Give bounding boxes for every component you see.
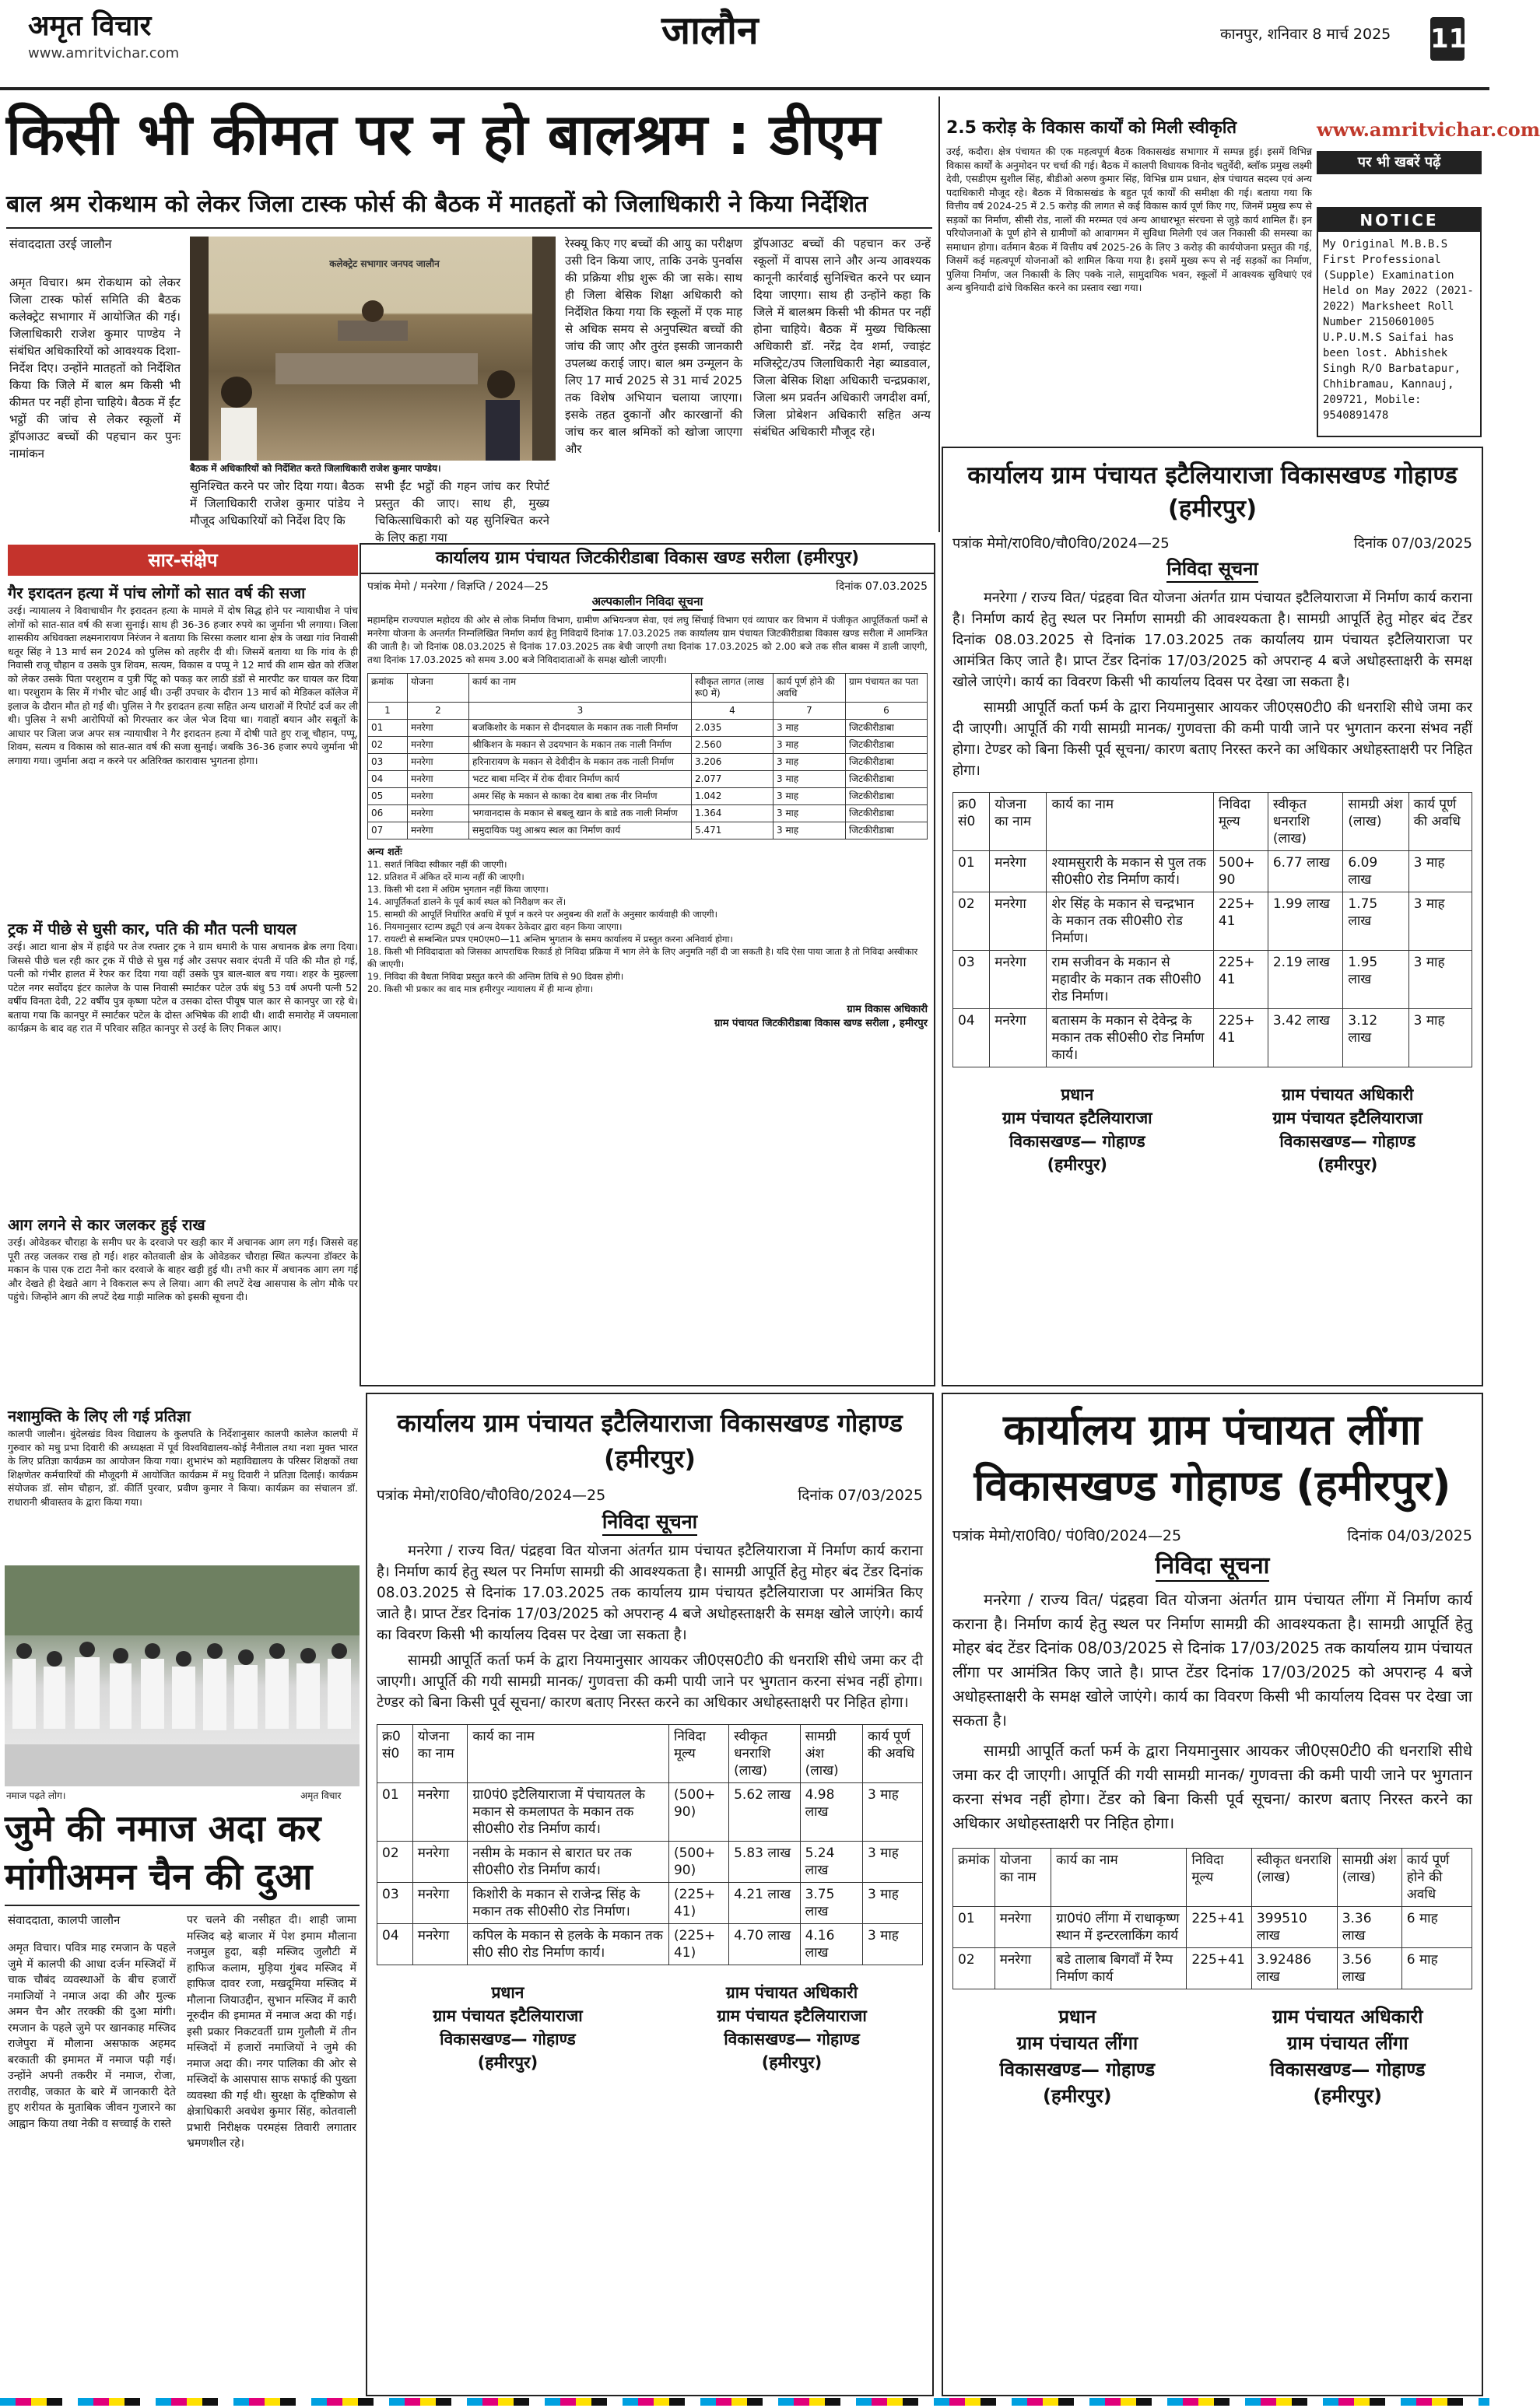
table-cell: अमर सिंह के मकान से काका देव बाबा तक नीर निर्माण	[469, 788, 692, 805]
sign-line: विकासखण्ड— गोहाण्ड	[1009, 1132, 1145, 1151]
col-index: 2	[408, 703, 469, 720]
table-row	[953, 1948, 1472, 1989]
table-cell: समुदायिक पशु आश्रय स्थल का निर्माण कार्य	[469, 822, 692, 839]
lead-sub-rule	[6, 227, 932, 229]
col-index: 6	[846, 703, 928, 720]
tender-title: कार्यालय ग्राम पंचायत जिटकीरीडाबा विकास खण्ड सरीला (हमीरपुर)	[361, 545, 934, 574]
table-cell: 4.70 लाख	[729, 1924, 800, 1965]
table-cell: ग्रा0पं0 इटैलियाराजा में पंचायतल के मकान से कमलापत के मकान तक सी0सी0 रोड निर्माण कार्य।	[468, 1783, 669, 1842]
col-header: कार्य पूर्ण होने की अवधि	[1401, 1849, 1472, 1907]
tender-title: कार्यालय ग्राम पंचायत इटैलियाराजा विकासखण्ड गोहाण्ड (हमीरपुर)	[397, 1408, 903, 1474]
dateline: कानपुर, शनिवार 8 मार्च 2025	[1220, 26, 1391, 43]
table-cell: 04	[368, 771, 408, 788]
table-cell: 3 माह	[774, 822, 846, 839]
tender-subtitle: निविदा सूचना	[602, 1508, 697, 1536]
lead-col4: ड्रॉपआउट बच्चों की पहचान कर उन्हें स्कूलों में वापस लाने और अन्य आवश्यक कानूनी कार्रवाई सुनिश्चित करने पर ध्यान दिया जाएगा। साथ ही उन्होंने कहा कि जिले में बालश्रम किसी भी कीमत पर नहीं होना चाहिये। बैठक में मुख्य चिकित्सा अधिकारी डॉ. नरेंद्र देव शर्मा, ज्वाइंट मजिस्ट्रेट/उप जिलाधिकारी नेहा ब्याडवाल, जिला बेसिक शिक्षा अधिकारी चन्द्रप्रकाश, जिला श्रम प्रवर्तन अधिकारी जगदीश वर्मा, जिला प्रोबेशन अधिकारी सहित अन्य संबंधित अधिकारी मौजूद रहे।	[753, 237, 931, 439]
col-index: 4	[692, 703, 774, 720]
sign-line: (हमीरपुर)	[1043, 2085, 1112, 2107]
table-cell: जिटकीरीडाबा	[846, 771, 928, 788]
table-cell: मनरेगा	[990, 1009, 1047, 1067]
col-header: सामग्री अंश (लाख)	[1337, 1849, 1401, 1907]
table-cell: 04	[953, 1009, 990, 1067]
lead-byline: संवाददाता उरई जालौन	[9, 237, 112, 251]
tender-subtitle: निविदा सूचना	[1156, 1548, 1270, 1582]
col-header: सामग्री अंश (लाख)	[800, 1725, 862, 1783]
table-cell: राम सजीवन के मकान से महावीर के मकान तक सी0सी0 रोड निर्माण।	[1047, 951, 1213, 1009]
vikas-body: उरई, कदौरा। क्षेत्र पंचायत की एक महत्वपूर्ण बैठक विकासखंड सभागार में सम्पन्न हुई। इसमें विभिन्न विकास कार्यों के अनुमोदन पर चर्चा की गई। बैठक में कालपी विधायक विनोद चतुर्वेदी, ब्लॉक प्रमुख लक्ष्मी देवी, एसडीएम सुशील सिंह, बीडीओ अरुण कुमार सिंह, विभिन्न ग्राम प्रधान, क्षेत्र पंचायत सदस्य एवं अन्य पदाधिकारी मौजूद रहे। बैठक में विकासखंड के बहुत पूर्व कार्यों की समीक्षा की गई। बताया गया कि वित्तीय वर्ष 2024-25 में 2.5 करोड़ की लागत से कई विकास कार्य पूर्ण किए गए, जिनमें प्रमुख रूप से सड़कों का निर्माण, सीसी रोड, नालों की मरम्मत एवं अन्य आधारभूत संरचना से जुड़े कार्य शामिल हैं। इन परियोजनाओं के पूर्ण होने से ग्रामीणों को आवागमन में सुविधा मिलेगी एवं जल निकासी की समस्या का समाधान होगा। वर्तमान बैठक में वित्तीय वर्ष 2025-26 के लिए 3 करोड़ की कार्ययोजना प्रस्तुत की गई, जिसमें कई महत्वपूर्ण योजनाओं को शामिल किया गया है। इसमें मुख्य रूप से नई सड़कों का निर्माण, पुलिया निर्माण, जल निकासी के लिए पक्के नाले, सामुदायिक भवन, स्कूलों में आवश्यक सुविधाएं एवं अन्य बुनियादी ढांचे विकसित करने का प्रस्ताव रखा गया।	[946, 145, 1312, 293]
sign-line: ग्राम पंचायत लींगा	[1016, 2032, 1138, 2054]
lead-col3: रेस्क्यू किए गए बच्चों की आयु का परीक्षण उसी दिन किया जाए, ताकि उनके पुनर्वास की प्रक्रिया शीघ्र शुरू की जा सके। साथ ही जिला बेसिक शिक्षा अधिकारी को निर्देशित किया गया कि स्कूलों में एक माह से अधिक समय से अनुपस्थित बच्चों की जांच की जाए और तुरंत इसकी जानकारी उपलब्ध कराई जाए। बाल श्रम उन्मूलन के लिए 17 मार्च 2025 से 31 मार्च 2025 तक विशेष अभियान चलाया जाएगा। इसके तहत दुकानों और कारखानों की जांच कर बाल श्रमिकों को खोजा जाएगा और	[565, 237, 742, 456]
col-header: कार्य का नाम	[1047, 793, 1213, 851]
table-cell: 03	[377, 1883, 413, 1924]
table-cell: 3.42 लाख	[1268, 1009, 1343, 1067]
tender-body: महामहिम राज्यपाल महोदय की ओर से लोक निर्माण विभाग, ग्रामीण अभियन्त्रण सेवा, एवं लघु सिंचाई विभाग एवं व्यापार कर विभाग में पंजीकृत आपूर्तिकर्ता फर्मों से मनरेगा योजना के अन्तर्गत निम्नलिखित निर्माण कार्य हेतु निविदायें दिनांक 17.03.2025 तक कार्यालय ग्राम पंचायत जिटकीरीडाबा विकास खण्ड सरीला में आमन्त्रित की जाती है। जो दिनांक 08.03.2025 से दिनांक 17.03.2025 तक बेची जाएगी तथा दिनांक 17.03.2025 को 2.00 बजे तक सील बाक्स में डाली जाएगी, तथा दिनांक 17.03.2025 को समय 3.00 बजे निविदादाताओं के समक्ष खोली जाएगी।	[367, 615, 928, 665]
tender-sign-2: ग्राम पंचायत जिटकीरीडाबा विकास खण्ड सरीला , हमीरपुर	[714, 1018, 928, 1029]
condition-item: 16. नियमानुसार स्टाम्प ड्यूटी एवं अन्य देयकर ठेकेदार द्वारा वहन किया जाएगा।	[367, 921, 623, 932]
sign-line: प्रधान	[1058, 2006, 1096, 2028]
table-cell: मनरेगा	[995, 1907, 1051, 1948]
table-cell: 3 माह	[862, 1783, 922, 1842]
table-cell: (225+ 41)	[668, 1883, 728, 1924]
namaz-photo-credit: अमृत विचार	[300, 1790, 342, 1801]
table-cell: 3 माह	[862, 1924, 922, 1965]
sign-line: प्रधान	[1061, 1085, 1094, 1104]
masthead-rule	[0, 87, 1489, 90]
table-row	[368, 754, 928, 771]
photo-banner: कलेक्ट्रेट सभागार जनपद जालौन	[329, 258, 440, 269]
table-cell: बडे तालाब बिगवाँ में रैम्प निर्माण कार्य	[1051, 1948, 1187, 1989]
condition-item: 13. किसी भी दशा में अग्रिम भुगतान नहीं किया जाएगा।	[367, 884, 549, 895]
table-cell: कपिल के मकान से हलके के मकान तक सी0 सी0 रोड निर्माण कार्य।	[468, 1924, 669, 1965]
tender-title-1: कार्यालय ग्राम पंचायत लींगा	[1003, 1405, 1422, 1454]
table-cell: 5.62 लाख	[729, 1783, 800, 1842]
table-cell: मनरेगा	[990, 851, 1047, 892]
table-cell: 3 माह	[774, 771, 846, 788]
sign-line: विकासखण्ड— गोहाण्ड	[440, 2030, 576, 2049]
table-cell: 399510 लाख	[1251, 1907, 1337, 1948]
col-index: 3	[469, 703, 692, 720]
sar-item-head: ट्रक में पीछे से घुसी कार, पति की मौत पत्नी घायल	[8, 920, 296, 938]
table-cell: 3 माह	[774, 788, 846, 805]
tender-title-2: विकासखण्ड गोहाण्ड (हमीरपुर)	[973, 1461, 1451, 1510]
table-cell: मनरेगा	[408, 737, 469, 754]
sar-item-head: आग लगने से कार जलकर हुई राख	[8, 1215, 205, 1234]
sign-left	[952, 2003, 1202, 2109]
col-header: क्र0 सं0	[377, 1725, 413, 1783]
sign-line: ग्राम पंचायत इटैलियाराजा	[433, 2007, 583, 2025]
col-header: कार्य का नाम	[468, 1725, 669, 1783]
col-header: निविदा मूल्य	[1213, 793, 1268, 851]
table-row	[368, 737, 928, 754]
sar-item-body: उरई। आटा थाना क्षेत्र में हाईवे पर तेज रफ्तार ट्रक ने ग्राम धमारी के पास अचानक ब्रेक लगा दिया। जिससे पीछे चल रही कार ट्रक में पीछे से घुस गई और उसपर सवार दंपती में पति की मौत हो गई, पत्नी को गंभीर हालत में रेफर कर दिया गया वहीं उसके पुत्र बाल-बाल बच गया। शहर के मुहल्ला पटेल नगर सर्वोदय इंटर कालेज के पास निवासी स्मार्टकर पटेल उर्फ बंधु 53 वर्ष अपनी पत्नी 52 वर्षीय विनता देवी, 22 वर्षीय पुत्र कृष्णा पटेल व उसका दोस्त पीयूष पाल कार से कानपुर जा रहे थे। बताया गया कि कानपुर में स्मार्टकर पटेल के दोस्त अभिषेक की शादी थी। शादी समारोह में जयमाला कार्यक्रम के बाद वह रात में परिवार सहित कानपुर से उरई के लिए निकल आए।	[8, 941, 358, 1034]
table-row	[368, 805, 928, 822]
tender-date: दिनांक 07/03/2025	[1353, 535, 1472, 552]
sign-line: (हमीरपुर)	[1313, 2085, 1382, 2107]
col-header: निविदा मूल्य	[668, 1725, 728, 1783]
table-cell: शेर सिंह के मकान से चन्द्रभान के मकान तक सी0सी0 रोड निर्माण।	[1047, 892, 1213, 951]
table-cell: श्रीकिशन के मकान से उदयभान के मकान तक नाली निर्माण	[469, 737, 692, 754]
table-row	[953, 1009, 1472, 1067]
tender-body-1: मनरेगा / राज्य वित/ पंद्रहवा वित योजना अंतर्गत ग्राम पंचायत इटैलियाराजा में निर्माण कार्य कराना है। निर्माण कार्य हेतु स्थल पर निर्माण सामग्री की आवश्यकता है। सामग्री आपूर्ति हेतु मोहर बंद टेंडर दिनांक 08.03.2025 से दिनांक 17.03.2025 तक कार्यालय ग्राम पंचायत इटैलियाराजा पर आमंत्रित किए जाते है। प्राप्त टेंडर दिनांक 17/03/2025 को अपरान्ह 4 बजे अधोहस्ताक्षरी के समक्ष खोले जाएंगे। कार्य का विवरण किसी भी कार्यालय दिवस पर देखा जा सकता है।	[952, 590, 1472, 690]
table-cell: 02	[953, 892, 990, 951]
sar-item-body: कालपी जालौन। बुंदेलखंड विश्व विद्यालय के कुलपति के निर्देशानुसार कालपी कालेज कालपी में गुरुवार को मधु प्रभा दिवारी की अध्यक्षता में पूर्व विश्वविद्यालय-कोई नैनीताल तथा नशा मुक्त भारत के लिए प्रतिज्ञा कार्यक्रम का आयोजन किया गया। शुभारंभ को महाविद्यालय के परिसर शिक्षकों तथा शिक्षणेतर कर्मचारियों की मौजूदगी में आयोजित कार्यक्रम में मधु दिवारी ने प्रतिज्ञा दिलाई। कार्यक्रम संयोजक डॉ. सोम चौहान, डॉ. कीर्ति पुरवार, प्रवीण कुमार ने किया। कार्यक्रम का संचालन डॉ. राधारानी श्रीवास्तव के द्वारा किया गया।	[8, 1428, 358, 1508]
sar-item-head: नशामुक्ति के लिए ली गई प्रतिज्ञा	[8, 1407, 191, 1425]
table-cell: 500+ 90	[1213, 851, 1268, 892]
table-cell: मनरेगा	[412, 1783, 468, 1842]
sign-line: ग्राम पंचायत अधिकारी	[1272, 2006, 1423, 2028]
condition-item: 14. आपूर्तिकर्ता डालने के पूर्व कार्य स्थल को निरीक्षण कर लें।	[367, 896, 567, 907]
table-cell: 225+ 41	[1213, 1009, 1268, 1067]
table-cell: जिटकीरीडाबा	[846, 737, 928, 754]
table-cell: मनरेगा	[990, 892, 1047, 951]
table-cell: 6.77 लाख	[1268, 851, 1343, 892]
sign-line: ग्राम पंचायत इटैलियाराजा	[717, 2007, 867, 2025]
tender-linga	[942, 1393, 1483, 2396]
table-cell: 3.12 लाख	[1343, 1009, 1408, 1067]
col-header: स्वीकृत धनराशि (लाख)	[1251, 1849, 1337, 1907]
namaz-crowd	[5, 1565, 360, 1786]
tender-body-1: मनरेगा / राज्य वित/ पंद्रहवा वित योजना अंतर्गत ग्राम पंचायत इटैलियाराजा में निर्माण कार्य कराना है। निर्माण कार्य हेतु स्थल पर निर्माण सामग्री की आवश्यकता है। सामग्री आपूर्ति हेतु मोहर बंद टेंडर दिनांक 08.03.2025 से दिनांक 17.03.2025 तक कार्यालय ग्राम पंचायत इटैलियाराजा पर आमंत्रित किए जाते है। प्राप्त टेंडर दिनांक 17/03/2025 को अपरान्ह 4 बजे अधोहस्ताक्षरी के समक्ष खोले जाएंगे। कार्य का विवरण किसी भी कार्यालय दिवस पर देखा जा सकता है।	[377, 1543, 923, 1643]
table-cell: 3 माह	[862, 1842, 922, 1883]
col-header: कार्य पूर्ण की अवधि	[1408, 793, 1472, 851]
sign-line: ग्राम पंचायत अधिकारी	[1282, 1085, 1414, 1104]
table-cell: 02	[953, 1948, 995, 1989]
sar-item-4	[8, 1405, 358, 1509]
table-cell: मनरेगा	[408, 754, 469, 771]
vikas-headline: 2.5 करोड़ के विकास कार्यों को मिली स्वीकृति	[946, 118, 1237, 138]
column-divider-right	[938, 96, 940, 532]
table-cell: भटट बाबा मन्दिर में रोक दीवार निर्माण कार्य	[469, 771, 692, 788]
table-cell: हरिनारायण के मकान से देवीदीन के मकान तक नाली निर्माण	[469, 754, 692, 771]
namaz-col1: अमृत विचार। पवित्र माह रमजान के पहले जुमे में कालपी की आधा दर्जन मस्जिदों में चाक चौबंद व्यवस्थाओं के बीच हजारों नमाजियों ने नमाज अदा की और मुल्क अमन चैन और तरक्की की दुआ मांगी। रमजान के पहले जुमे पर खानकाह मस्जिद राजेपुरा में मौलाना असफाक अहमद बरकाती की इमामत में नमाज पढ़ी गई। उन्होंने अपनी तकरीर में नमाज, रोजा, तरावीह, जकात के बारे में जानकारी देते हुए शरीयत के मुताबिक जीवन गुजारने का आह्वान किया तथा नेकी व सच्चाई के रास्ते	[8, 1942, 176, 2130]
table-cell: मनरेगा	[408, 788, 469, 805]
tender-date: दिनांक 07/03/2025	[798, 1487, 923, 1504]
sign-left	[377, 1981, 639, 2074]
masthead	[0, 0, 1489, 92]
col-header: कार्य पूर्ण होने की अवधि	[774, 674, 846, 703]
table-cell: 2.560	[692, 737, 774, 754]
table-cell: 5.471	[692, 822, 774, 839]
notice-box	[1317, 207, 1482, 437]
table-cell: मनरेगा	[990, 951, 1047, 1009]
table-row	[377, 1883, 923, 1924]
condition-item: 11. सशर्त निविदा स्वीकार नहीं की जाएगी।	[367, 859, 507, 870]
col-header: योजना का नाम	[412, 1725, 468, 1783]
table-cell: ग्रा0पं0 लींगा में राधाकृष्ण स्थान में इन्टरलाकिंग कार्य	[1051, 1907, 1187, 1948]
tender-jitkiridaba	[360, 543, 935, 1386]
notice-body: My Original M.B.B.S First Professional (Supple) Examination Held on May 2022 (2021-2022) Marksheet Roll Number 2150601005 U.P.U.M.S Saifai has been lost. Abhishek Singh R/O Barbatapur, Chhibramau, Kannauj, 209721, Mobile: 9540891478	[1323, 238, 1474, 422]
table-cell: (500+ 90)	[668, 1783, 728, 1842]
table-cell: 5.83 लाख	[729, 1842, 800, 1883]
namaz-rule	[5, 1905, 360, 1906]
table-cell: 2.077	[692, 771, 774, 788]
table-cell: 3 माह	[1408, 892, 1472, 951]
tender-itailiya-top	[942, 447, 1483, 1386]
namaz-photo-caption: नमाज पढ़ते लोग।	[6, 1790, 66, 1801]
table-row	[953, 1907, 1472, 1948]
table-cell: 01	[368, 720, 408, 737]
table-row	[953, 951, 1472, 1009]
table-row	[368, 788, 928, 805]
sign-line: (हमीरपुर)	[761, 2053, 823, 2072]
page-number: 11	[1430, 17, 1465, 61]
table-cell: 3 माह	[774, 754, 846, 771]
table-cell: 02	[377, 1842, 413, 1883]
condition-item: 15. सामग्री की आपूर्ति निर्धारित अवधि में पूर्ण न करने पर अनुबन्ध की शर्तों के अनुसार कार्यवाही की जाएगी।	[367, 909, 717, 920]
table-cell: मनरेगा	[408, 822, 469, 839]
notice-title: NOTICE	[1318, 209, 1480, 232]
table-cell: 05	[368, 788, 408, 805]
lead-subheadline: बाल श्रम रोकथाम को लेकर जिला टास्क फोर्स की बैठक में मातहतों को जिलाधिकारी ने किया निर्देशित	[6, 191, 868, 218]
col-index: 7	[774, 703, 846, 720]
sar-item-body: उरई। न्यायालय ने विवाचाधीन गैर इरादतन हत्या के मामले में दोष सिद्ध होने पर न्यायाधीश ने पांच लोगों को सात-सात वर्ष की सजा सुनाई। साथ ही 36-36 हजार रुपये का जुर्माना भी लगाया। जिला शासकीय अधिवक्ता लक्ष्मनारायण निरंजन ने बताया कि सिरसा कलार थाना क्षेत्र के जखा गांव निवासी धतूर सिंह ने 13 मार्च सन 2024 को पुलिस को तहरीर दी थी। जिसमें बताया था कि गांव के ही निवासी राजू चौहान व उसके पुत्र शिवम, सत्यम, विकास व पप्पू ने 12 मार्च की शाम खेत को रंजिश को लेकर उसके पिता परशुराम व पुत्री पिंटू को पकड़ कर लाठी डंडों से मारपीट कर घायल कर दिया था। परशुराम के सिर में गंभीर चोट आई थी। उन्हीं उपचार के दौरान 13 मार्च को मेडिकल कॉलेज में इलाज के दौरान मौत हो गई थी। पुलिस ने गैर इरादतन हत्या सहित अन्य धाराओं में रिपोर्ट दर्ज कर ली थी। पुलिस ने सभी आरोपियों को गिरफ्तार कर जेल भेज दिया था। गवाहों बयान और सबूतों के आधार पर जिला जज अपर सत्र न्यायाधीश ने गैर इरादतन हत्या में दोषी पाते हुए राजू चौहान, पप्पू, शिवम, सत्यम व विकास को सात-सात वर्ष की सजा सुनाई। जबकि 36-36 हजार रुपये जुर्माना भी लगाया गया। जुर्माना अदा न करने पर अतिरिक्त कारावास भुगतना होगा।	[8, 605, 358, 766]
table-cell: श्यामसुरारी के मकान से पुल तक सी0सी0 रोड निर्माण कार्य।	[1047, 851, 1213, 892]
sar-item-head: गैर इरादतन हत्या में पांच लोगों को सात वर्ष की सजा	[8, 584, 306, 602]
table-row	[377, 1783, 923, 1842]
table-cell: 3 माह	[774, 720, 846, 737]
sign-right	[1223, 1083, 1472, 1176]
table-cell: 3 माह	[774, 737, 846, 754]
section-title: जालौन	[661, 8, 759, 53]
tender-subtitle: निविदा सूचना	[1166, 556, 1258, 583]
lead-photo-caption: बैठक में अधिकारियों को निर्देशित करते जिलाधिकारी राजेश कुमार पाण्डेय।	[190, 463, 441, 474]
table-cell: 6.09 लाख	[1343, 851, 1408, 892]
sign-line: प्रधान	[491, 1983, 524, 2002]
sign-line: ग्राम पंचायत इटैलियाराजा	[1272, 1109, 1422, 1127]
table-cell: मनरेगा	[408, 720, 469, 737]
sign-line: विकासखण्ड— गोहाण्ड	[1269, 2059, 1426, 2080]
table-row	[368, 822, 928, 839]
table-row	[368, 720, 928, 737]
table-cell: बजकिशोर के मकान से दीनदयाल के मकान तक नाली निर्माण	[469, 720, 692, 737]
conditions-list	[367, 858, 928, 995]
tender-body-2: सामग्री आपूर्ति कर्ता फर्म के द्वारा नियमानुसार आयकर जी0एस0टी0 की धनराशि सीधे जमा कर दी जाएगी। आपूर्ति की गयी सामग्री मानक/ गुणवत्ता की कमी पायी जाने पर भुगतान करना संभव नहीं होगा। टेंडर को बिना किसी पूर्व सूचना/ कारण बताए निरस्त करने का अधिकार अधोहस्ताक्षरी पर निहित होगा।	[952, 1741, 1472, 1832]
table-row	[953, 851, 1472, 892]
table-cell: 2.035	[692, 720, 774, 737]
tender-table	[367, 673, 928, 839]
table-cell: 1.75 लाख	[1343, 892, 1408, 951]
col-header: योजना	[408, 674, 469, 703]
table-cell: 4.98 लाख	[800, 1783, 862, 1842]
table-cell: बतासम के मकान से देवेन्द्र के मकान तक सी0सी0 रोड निर्माण कार्य।	[1047, 1009, 1213, 1067]
table-cell: जिटकीरीडाबा	[846, 805, 928, 822]
table-cell: मनरेगा	[408, 771, 469, 788]
tender-table	[952, 1848, 1472, 1989]
table-cell: 5.24 लाख	[800, 1842, 862, 1883]
col-index: 1	[368, 703, 408, 720]
table-cell: 225+ 41	[1213, 892, 1268, 951]
col-header: क्र0 सं0	[953, 793, 990, 851]
sign-line: ग्राम पंचायत इटैलियाराजा	[1002, 1109, 1152, 1127]
col-header: स्वीकृत धनराशि (लाख)	[1268, 793, 1343, 851]
table-cell: 6 माह	[1401, 1907, 1472, 1948]
table-cell: 1.364	[692, 805, 774, 822]
table-cell: 07	[368, 822, 408, 839]
table-cell: जिटकीरीडाबा	[846, 788, 928, 805]
tender-date: दिनांक 04/03/2025	[1347, 1527, 1472, 1544]
table-cell: 03	[368, 754, 408, 771]
tender-date: दिनांक 07.03.2025	[836, 580, 928, 593]
table-row	[368, 771, 928, 788]
table-cell: 01	[377, 1783, 413, 1842]
sign-line: (हमीरपुर)	[1047, 1155, 1108, 1174]
sign-line: विकासखण्ड— गोहाण्ड	[724, 2030, 860, 2049]
table-cell: 01	[953, 1907, 995, 1948]
table-cell: 3.206	[692, 754, 774, 771]
table-cell: 225+ 41	[1213, 951, 1268, 1009]
conditions-title: अन्य शर्तेः	[367, 846, 402, 858]
tender-subtitle: अल्पकालीन निविदा सूचना	[592, 594, 703, 611]
tender-itailiya-bottom	[366, 1393, 934, 2396]
sign-line: विकासखण्ड— गोहाण्ड	[1279, 1132, 1415, 1151]
sign-line: (हमीरपुर)	[477, 2053, 538, 2072]
sign-line: ग्राम पंचायत अधिकारी	[725, 1983, 858, 2002]
condition-item: 18. किसी भी निविदादाता को जिसका आपराधिक रिकार्ड हो निविदा प्रक्रिया में भाग लेने के लिए अनुमति नहीं दी जा सकती है। यदि ऐसा पाया जाता है तो निविदा अस्वीकार की जाएगी।	[367, 946, 918, 969]
tender-table	[377, 1724, 923, 1965]
namaz-byline: संवाददाता, कालपी जालौन	[8, 1913, 121, 1927]
lead-photo	[190, 237, 556, 461]
table-cell: किशोरी के मकान से राजेन्द्र सिंह के मकान तक सी0सी0 रोड निर्माण।	[468, 1883, 669, 1924]
tender-table	[952, 792, 1472, 1067]
table-cell: 3 माह	[774, 805, 846, 822]
condition-item: 12. प्रतिशत में अंकित दरें मान्य नहीं की जाएगी।	[367, 871, 524, 882]
table-cell: 3.56 लाख	[1337, 1948, 1401, 1989]
col-header: कार्य पूर्ण की अवधि	[862, 1725, 922, 1783]
table-row	[377, 1924, 923, 1965]
table-cell: 6 माह	[1401, 1948, 1472, 1989]
sar-item-2	[8, 918, 358, 1036]
table-cell: 3 माह	[1408, 1009, 1472, 1067]
table-cell: 4.16 लाख	[800, 1924, 862, 1965]
col-header: कार्य का नाम	[1051, 1849, 1187, 1907]
table-cell: 01	[953, 851, 990, 892]
table-cell: (225+ 41)	[668, 1924, 728, 1965]
table-row	[377, 1842, 923, 1883]
col-header: सामग्री अंश (लाख)	[1343, 793, 1408, 851]
table-cell: 3.36 लाख	[1337, 1907, 1401, 1948]
table-cell: मनरेगा	[995, 1948, 1051, 1989]
col-header: योजना का नाम	[995, 1849, 1051, 1907]
tender-ref: पत्रांक मेमो/रा0वि0/चौ0वि0/2024—25	[952, 535, 1170, 552]
ad-tagline: पर भी खबरें पढ़ें	[1317, 151, 1482, 174]
table-cell: 1.95 लाख	[1343, 951, 1408, 1009]
ad-site[interactable]: www.amritvichar.com	[1317, 118, 1540, 141]
col-header: कार्य का नाम	[469, 674, 692, 703]
table-cell: 4.21 लाख	[729, 1883, 800, 1924]
condition-item: 20. किसी भी प्रकार का वाद मात्र हमीरपुर न्यायालय में ही मान्य होगा।	[367, 983, 594, 994]
table-cell: 225+41	[1187, 1907, 1251, 1948]
table-cell: जिटकीरीडाबा	[846, 720, 928, 737]
sar-item-3	[8, 1214, 358, 1304]
table-cell: भगवानदास के मकान से बबलू खान के बाडे तक नाली निर्माण	[469, 805, 692, 822]
col-header: स्वीकृत लागत (लाख रू0 में)	[692, 674, 774, 703]
tender-sign-1: ग्राम विकास अधिकारी	[847, 1004, 928, 1015]
namaz-headline: जुमे की नमाज अदा कर मांगीअमन चैन की दुआ	[5, 1807, 321, 1898]
color-registration-bar	[0, 2398, 1489, 2406]
sign-left	[952, 1083, 1202, 1176]
sign-line: (हमीरपुर)	[1317, 1155, 1378, 1174]
lead-col2: सुनिश्चित करने पर जोर दिया गया। बैठक में जिलाधिकारी राजेश कुमार पांडेय ने मौजूद अधिकारियों को निर्देश दिए कि	[190, 479, 364, 528]
table-cell: जिटकीरीडाबा	[846, 822, 928, 839]
tender-ref: पत्रांक मेमो/रा0वि0/ पं0वि0/2024—25	[952, 1527, 1182, 1544]
sign-line: विकासखण्ड— गोहाण्ड	[999, 2059, 1156, 2080]
table-cell: 1.042	[692, 788, 774, 805]
col-header: योजना का नाम	[990, 793, 1047, 851]
meeting-photo-figures	[190, 237, 556, 461]
table-cell: मनरेगा	[408, 805, 469, 822]
table-cell: 3.75 लाख	[800, 1883, 862, 1924]
condition-item: 17. रायल्टी से सम्बन्धित प्रपत्र एम0एम0—11 अन्तिम भुगतान के समय कार्यालय में प्रस्तुत करना अनिवार्य होगा।	[367, 934, 733, 945]
col-header: ग्राम पंचायत का पता	[846, 674, 928, 703]
table-cell: 02	[368, 737, 408, 754]
namaz-col2: पर चलने की नसीहत दी। शाही जामा मस्जिद बड़े बाजार में पेश इमाम मौलाना नजमुल हुदा, बड़ी मस्जिद जुलौटी में हाफिज कलाम, मुड़िया गुंबद मस्जिद में हाफिज दावर रजा, मखदूमिया मस्जिद में मौलाना जियाउद्दीन, सुभान मस्जिद में कारी नूरुदीन की इमामत में नमाज अदा की गई। इसी प्रकार निकटवर्ती ग्राम गुलौली में तीन मस्जिदों में हजारों नमाजियों ने जुमे की नमाज अदा की। नगर पालिका की ओर से मस्जिदों के आसपास साफ सफाई की पुख्ता व्यवस्था की गई थी। सुरक्षा के दृष्टिकोण से क्षेत्राधिकारी अवधेश कुमार सिंह, कोतवाली प्रभारी निरीक्षक परमहंस तिवारी लगातार भ्रमणशील रहे।	[187, 1914, 356, 2150]
lead-col3b: सभी ईंट भट्ठों की गहन जांच कर रिपोर्ट प्रस्तुत की जाए। साथ ही, मुख्य चिकित्साधिकारी को यह सुनिश्चित करने के लिए कहा गया	[375, 479, 549, 545]
table-cell: 3 माह	[1408, 951, 1472, 1009]
table-cell: नसीम के मकान से बारात घर तक सी0सी0 रोड निर्माण कार्य।	[468, 1842, 669, 1883]
table-cell: 225+41	[1187, 1948, 1251, 1989]
col-header: क्रमांक	[953, 1849, 995, 1907]
sar-item-1	[8, 582, 358, 767]
sar-item-body: उरई। ओवेडकर चौराहा के समीप घर के दरवाजे पर खड़ी कार में अचानक आग लग गई। जिससे वह पूरी तरह जलकर राख हो गई। शहर कोतवाली क्षेत्र के ओवेडकर चौराहा स्थित कल्पना डॉक्टर के मकान के पास एक टाटा नैनो कार दरवाजे के बाहर खड़ी हुई थी। तभी कार में अचानक आग लग गई और देखते ही देखते आग ने विकराल रूप ले लिया। आग की लपटें देख आसपास के लोग मौके पर पहुंचे। जिन्होंने आग की लपटें देख गाड़ी मालिक को इसकी सूचना दी।	[8, 1236, 358, 1302]
table-cell: मनरेगा	[412, 1842, 468, 1883]
table-cell: जिटकीरीडाबा	[846, 754, 928, 771]
tender-ref: पत्रांक मेमो/रा0वि0/चौ0वि0/2024—25	[377, 1487, 606, 1504]
tender-ref: पत्रांक मेमो / मनरेगा / विज्ञप्ति / 2024—25	[367, 580, 549, 593]
tender-title: कार्यालय ग्राम पंचायत इटैलियाराजा विकासखण्ड गोहाण्ड (हमीरपुर)	[967, 461, 1458, 523]
table-cell: (500+ 90)	[668, 1842, 728, 1883]
col-header: क्रमांक	[368, 674, 408, 703]
table-cell: 3 माह	[862, 1883, 922, 1924]
sar-title: सार-संक्षेप	[8, 545, 358, 576]
table-cell: 03	[953, 951, 990, 1009]
table-cell: मनरेगा	[412, 1883, 468, 1924]
tender-body-2: सामग्री आपूर्ति कर्ता फर्म के द्वारा नियमानुसार आयकर जी0एस0टी0 की धनराशि सीधे जमा कर दी जाएगी। आपूर्ति की गयी सामग्री मानक/ गुणवत्ता की कमी पायी जाने पर भुगतान करना संभव नहीं होगा। टेण्डर को बिना किसी पूर्व सूचना/ कारण बताए निरस्त करने का अधिकार अधोहस्ताक्षरी पर निहित होगा।	[952, 699, 1472, 779]
lead-headline: किसी भी कीमत पर न हो बालश्रम : डीएम	[6, 102, 881, 168]
lead-col1: अमृत विचार। श्रम रोकथाम को लेकर जिला टास्क फोर्स समिति की बैठक कलेक्ट्रेट सभागार में आयोजित की गई। जिलाधिकारी राजेश कुमार पाण्डेय ने संबंधित अधिकारियों को आवश्यक दिशा-निर्देश दिए। उन्होंने मातहतों को निर्देशित किया कि जिले में बाल श्रम किसी भी कीमत पर नहीं होना चाहिये। बैठक में ईंट भट्ठों की जांच से लेकर स्कूलों में ड्रॉपआउट बच्चों की पहचान कर पुनः नामांकन	[9, 275, 181, 461]
condition-item: 19. निविदा की वैधता निविदा प्रस्तुत करने की अन्तिम तिथि से 90 दिवस होगी।	[367, 971, 624, 982]
table-cell: 3 माह	[1408, 851, 1472, 892]
tender-body-1: मनरेगा / राज्य वित/ पंद्रहवा वित योजना अंतर्गत ग्राम पंचायत लींगा में निर्माण कार्य कराना है। निर्माण कार्य हेतु स्थल पर निर्माण सामग्री की आवश्यकता है। सामग्री आपूर्ति हेतु मोहर बंद टेंडर दिनांक 08/03/2025 से दिनांक 17/03/2025 तक कार्यालय ग्राम पंचायत लींगा पर आमंत्रित किए जाते है। प्राप्त टेंडर दिनांक 17/03/2025 को अपरान्ह 4 बजे अधोहस्ताक्षरी के समक्ष खोले जाएंगे। कार्य का विवरण किसी भी कार्यालय दिवस पर देखा जा सकता है।	[952, 1590, 1472, 1730]
table-cell: 06	[368, 805, 408, 822]
paper-logo: अमृत विचार	[28, 10, 152, 42]
col-header: स्वीकृत धनराशि (लाख)	[729, 1725, 800, 1783]
paper-site[interactable]: www.amritvichar.com	[28, 45, 180, 61]
table-cell: 04	[377, 1924, 413, 1965]
table-row	[953, 892, 1472, 951]
col-header: निविदा मूल्य	[1187, 1849, 1251, 1907]
namaz-photo	[5, 1565, 360, 1786]
table-cell: 3.92486 लाख	[1251, 1948, 1337, 1989]
sign-right	[661, 1981, 923, 2074]
sign-line: ग्राम पंचायत लींगा	[1286, 2032, 1408, 2054]
tender-body-2: सामग्री आपूर्ति कर्ता फर्म के द्वारा नियमानुसार आयकर जी0एस0टी0 की धनराशि सीधे जमा कर दी जाएगी। आपूर्ति की गयी सामग्री मानक/ गुणवत्ता की कमी पायी जाने पर भुगतान करना संभव नहीं होगा। टेण्डर को बिना किसी पूर्व सूचना/ कारण बताए निरस्त करने का अधिकार अधोहस्ताक्षरी पर निहित होगा।	[377, 1653, 923, 1711]
ad-box[interactable]	[1317, 117, 1540, 195]
table-cell: मनरेगा	[412, 1924, 468, 1965]
table-cell: 2.19 लाख	[1268, 951, 1343, 1009]
sign-right	[1223, 2003, 1472, 2109]
table-cell: 1.99 लाख	[1268, 892, 1343, 951]
